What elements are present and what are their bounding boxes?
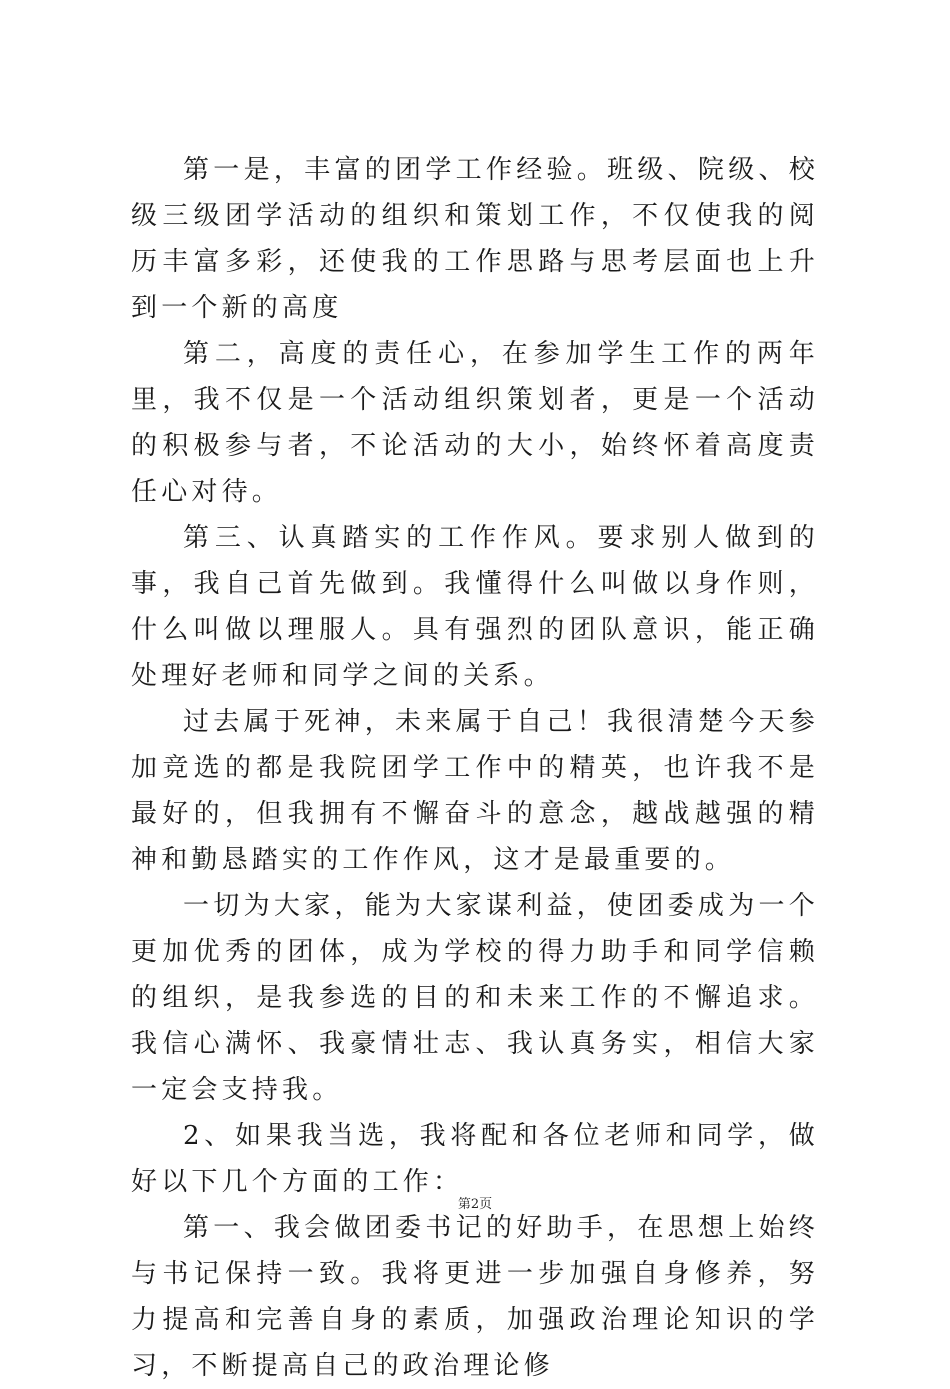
paragraph-7: 第一、我会做团委书记的好助手，在思想上始终与书记保持一致。我将更进一步加强自身修养，努力提高和完善自身的素质，加强政治理论知识的学习，不断提高自己的政治理论修 [131, 1213, 819, 1381]
paragraph-3: 第三、认真踏实的工作作风。要求别人做到的事，我自己首先做到。我懂得什么叫做以身作则，什么叫做以理服人。具有强烈的团队意识，能正确处理好老师和同学之间的关系。 [131, 523, 819, 691]
paragraph-4: 过去属于死神，未来属于自己！我很清楚今天参加竞选的都是我院团学工作中的精英，也许我不是最好的，但我拥有不懈奋斗的意念，越战越强的精神和勤恳踏实的工作作风，这才是最重要的。 [131, 707, 819, 875]
paragraph-2: 第二，高度的责任心，在参加学生工作的两年里，我不仅是一个活动组织策划者，更是一个活动的积极参与者，不论活动的大小，始终怀着高度责任心对待。 [131, 339, 819, 507]
paragraph-1: 第一是，丰富的团学工作经验。班级、院级、校级三级团学活动的组织和策划工作，不仅使我的阅历丰富多彩，还使我的工作思路与思考层面也上升到一个新的高度 [131, 155, 819, 323]
page-number-footer: 第2页 [457, 1197, 493, 1212]
paragraph-6: 2、如果我当选，我将配和各位老师和同学，做好以下几个方面的工作： [131, 1121, 819, 1197]
paragraph-5: 一切为大家，能为大家谋利益，使团委成为一个更加优秀的团体，成为学校的得力助手和同学信赖的组织，是我参选的目的和未来工作的不懈追求。我信心满怀、我豪情壮志、我认真务实，相信大家一定会支持我。 [131, 891, 819, 1105]
